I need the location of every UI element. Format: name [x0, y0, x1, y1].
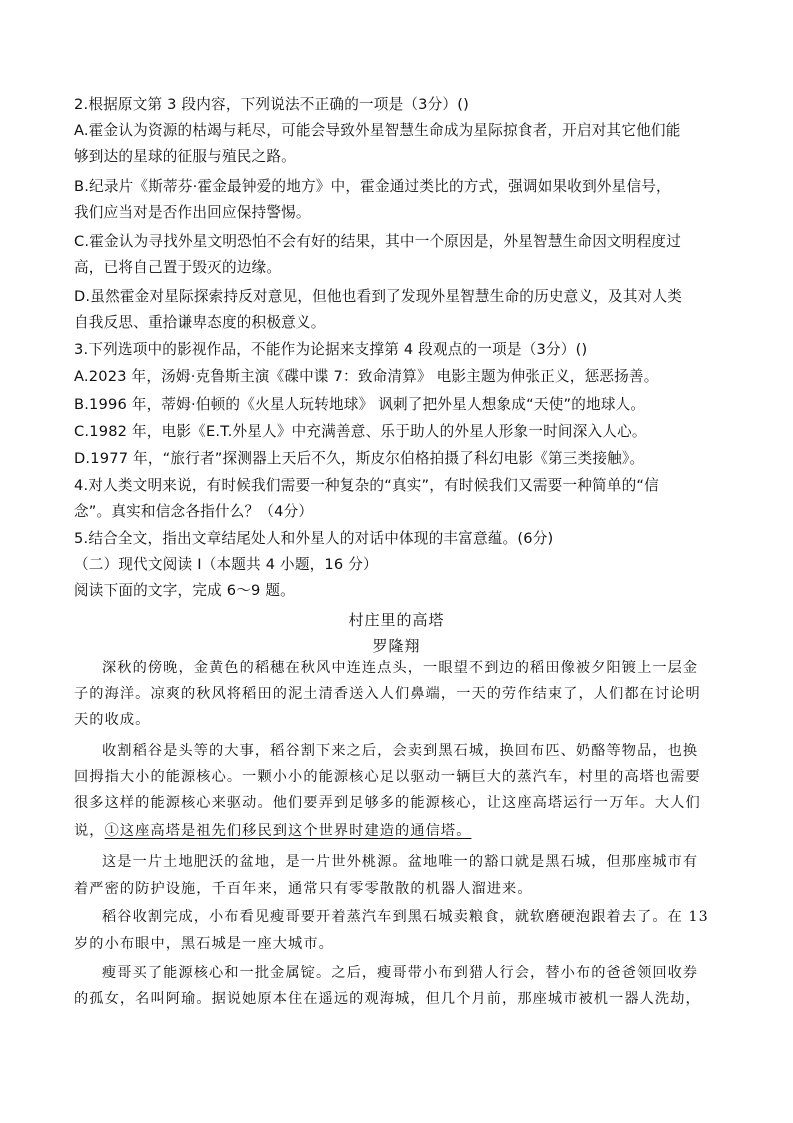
paragraph-1-line-2: 子的海洋。凉爽的秋风将稻田的泥土清香送入人们鼻端，一天的劳作结束了，人们都在讨论明	[74, 686, 701, 702]
paragraph-2-line-4-prefix: 说，	[74, 823, 105, 839]
section-heading: （二）现代文阅读 I（本题共 4 小题，16 分）	[74, 556, 378, 573]
paragraph-5-line-2: 的孤女，名叫阿瑜。据说她原本住在遥远的观海城，但几个月前，那座城市被机一器人洗劫，	[74, 991, 701, 1007]
question-2-option-d-line-1: D.虽然霍金对星际探索持反对意见，但他也看到了发现外星智慧生命的历史意义，及其对人类	[74, 288, 683, 305]
paragraph-2-line-3: 很多这样的能源核心来驱动。他们要弄到足够多的能源核心，让这座高塔运行一万年。大人们	[74, 795, 701, 811]
question-4-line-2: 念”。真实和信念各指什么？（4分）	[74, 503, 314, 520]
question-5-text: 5.结合全文，指出文章结尾处人和外星人的对话中体现的丰富意蕴。(6分)	[74, 530, 554, 547]
paragraph-1-line-3: 天的收成。	[74, 712, 151, 728]
paragraph-3-line-2: 着严密的防护设施，千百年来，通常只有零零散散的机器人溜进来。	[74, 881, 533, 897]
story-title: 村庄里的高塔	[348, 611, 445, 629]
question-2-option-b-line-2: 我们应当对是否作出回应保持警惕。	[74, 204, 311, 221]
paragraph-4-line-2: 岁的小布眼中，黑石城是一座大城市。	[74, 936, 334, 952]
paragraph-4-line-1: 稻谷收割完成，小布看见瘦哥要开着蒸汽车到黑石城卖粮食，就软磨硬泡跟着去了。在 13	[102, 909, 709, 925]
question-3-option-b: B.1996 年，蒂姆·伯顿的《火星人玩转地球》 讽刺了把外星人想象成“天使”的地球人。	[74, 396, 646, 413]
question-2-option-a-line-1: A.霍金认为资源的枯竭与耗尽，可能会导致外星智慧生命成为星际掠食者，开启对其它他们能	[74, 122, 681, 139]
question-3-option-a: A.2023 年，汤姆·克鲁斯主演《碟中谍 7：致命清算》 电影主题为伸张正义，惩恶扬善。	[74, 368, 659, 385]
question-2-option-a-line-2: 够到达的星球的征服与殖民之路。	[74, 148, 296, 165]
question-2-option-b-line-1: B.纪录片《斯蒂芬·霍金最钟爱的地方》中，霍金通过类比的方式，强调如果收到外星信号，	[74, 178, 671, 195]
paragraph-5-line-1: 瘦哥买了能源核心和一批金属锭。之后，瘦哥带小布到猎人行会，替小布的爸爸领回收券	[102, 965, 699, 981]
question-4-line-1: 4.对人类文明来说，有时候我们需要一种复杂的“真实”，有时候我们又需要一种简单的“信	[74, 477, 659, 494]
question-2-stem: 2.根据原文第 3 段内容，下列说法不正确的一项是（3分）()	[74, 96, 470, 113]
section-instruction: 阅读下面的文字，完成 6～9 题。	[74, 582, 295, 599]
story-author: 罗隆翔	[372, 637, 421, 655]
paragraph-2-line-2: 回拇指大小的能源核心。一颗小小的能源核心足以驱动一辆巨大的蒸汽车，村里的高塔也需要	[74, 769, 701, 785]
question-2-option-d-line-2: 自我反思、重拾谦卑态度的积极意义。	[74, 314, 326, 331]
paragraph-2-line-1: 收割稻谷是头等的大事，稻谷割下来之后，会卖到黑石城，换回布匹、奶酪等物品，也换	[102, 743, 699, 759]
question-3-option-c: C.1982 年，电影《E.T.外星人》中充满善意、乐于助人的外星人形象一时间深入人心。	[74, 423, 647, 440]
paragraph-1-line-1: 深秋的傍晚，金黄色的稻穗在秋风中连连点头，一眼望不到边的稻田像被夕阳镀上一层金	[102, 660, 699, 676]
underlined-sentence-1: ①这座高塔是祖先们移民到这个世界时建造的通信塔。	[104, 823, 472, 839]
paragraph-3-line-1: 这是一片土地肥沃的盆地，是一片世外桃源。盆地唯一的豁口就是黑石城，但那座城市有	[102, 854, 699, 870]
paragraph-2-line-4	[74, 818, 724, 844]
question-2-option-c-line-2: 高，已将自己置于毁灭的边缘。	[74, 259, 282, 276]
question-2-option-c-line-1: C.霍金认为寻找外星文明恐怕不会有好的结果，其中一个原因是，外星智慧生命因文明程度过	[74, 233, 681, 250]
question-3-stem: 3.下列选项中的影视作品，不能作为论据来支撑第 4 段观点的一项是（3分）()	[74, 341, 588, 358]
question-3-option-d: D.1977 年，“旅行者”探测器上天后不久，斯皮尔伯格拍摄了科幻电影《第三类接触》。	[74, 450, 645, 467]
